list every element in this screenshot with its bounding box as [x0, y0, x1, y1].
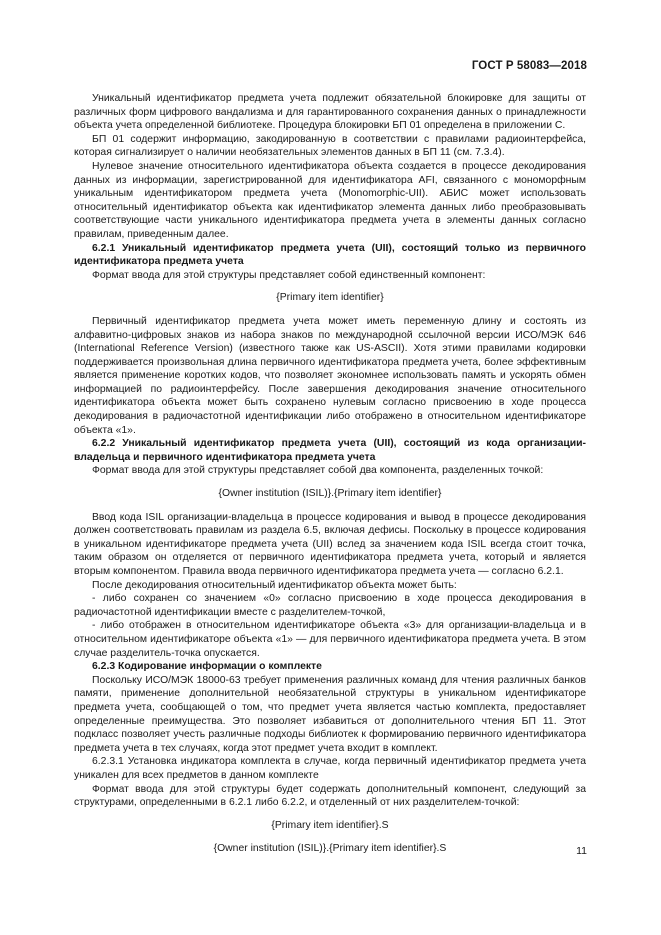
page-number: 11 [576, 845, 587, 857]
paragraph: Формат ввода для этой структуры представляет собой два компонента, разделенных точкой: [92, 465, 544, 477]
list-item: - либо отображен в относительном идентификаторе объекта «3» для организации-владельца и в относительном идентификаторе объекта «1» — для первичного идентификатора предмета учета. В этом случае разделитель-точка опускается. [74, 620, 586, 659]
paragraph: Формат ввода для этой структуры представляет собой единственный компонент: [92, 269, 486, 281]
section-heading-6-2-3: 6.2.3 Кодирование информации о комплекте [92, 661, 322, 673]
paragraph: 6.2.3.1 Установка индикатора комплекта в случае, когда первичный идентификатор предмета учета уникален для всех предметов в данном комплекте [74, 756, 586, 781]
paragraph: После декодирования относительный идентификатор объекта может быть: [92, 579, 457, 591]
paragraph: Нулевое значение относительного идентификатора объекта создается в процессе декодирования данных из информации, зарегистрированной для идентификатора AFI, связанного с мономорфным уникальным идентификатором предмета учета (Monomorphic-UII). АБИС может использовать относительный идентификатор объекта как идентификатор элемента данных либо преобразовывать соответствующие части уникального идентификатора предмета учета в элементы данных согласно правилам, приведенным далее. [74, 160, 586, 240]
format-line: {Primary item identifier} [276, 292, 384, 304]
paragraph: Поскольку ИСО/МЭК 18000-63 требует применения различных команд для чтения различных банков памяти, применение дополнительной необязательной структуры в уникальном идентификаторе предмета учета, сообщающей о том, что предмет учета является частью комплекта, предоставляет определенные преимущества. Это позволяет избавиться от дополнительного чтения БП 11. Этот подкласс позволяет учесть различные подходы библиотек к формированию первичного идентификатора предмета учета в тех случаях, когда этот предмет учета входит в комплект. [74, 674, 586, 754]
format-line: {Owner institution (ISIL)}.{Primary item identifier} [218, 488, 442, 500]
paragraph: Уникальный идентификатор предмета учета подлежит обязательной блокировке для защиты от различных форм цифрового вандализма и для гарантированного сохранения данных о принадлежности объекта учета определенной библиотеке. Процедура блокировки БП 01 определена в приложении С. [74, 93, 586, 132]
format-line: {Owner institution (ISIL)}.{Primary item identifier}.S [213, 843, 447, 855]
page-body [74, 92, 586, 866]
format-line: {Primary item identifier}.S [271, 819, 389, 831]
paragraph: Ввод кода ISIL организации-владельца в процессе кодирования и вывод в процессе декодирования должен соответствовать правилам из раздела 6.5, включая дефисы. Поскольку в процессе кодирования в уникальном идентификаторе предмета учета (UII) вслед за значением кода ISIL всегда стоит точка, таким образом он отделяется от первичного идентификатора предмета учета, который и является вторым компонентом. Правила ввода первичного идентификатора предмета учета — согласно 6.2.1. [74, 511, 586, 577]
section-heading-6-2-1: 6.2.1 Уникальный идентификатор предмета учета (UII), состоящий только из первичного идентификатора предмета учета [74, 242, 586, 268]
standard-header: ГОСТ Р 58083—2018 [471, 60, 587, 72]
list-item: - либо сохранен со значением «0» согласно присвоению в ходе процесса декодирования в радиочастотной идентификации вместе с разделителем-точкой, [74, 593, 586, 618]
paragraph: Первичный идентификатор предмета учета может иметь переменную длину и состоять из алфавитно-цифровых знаков из набора знаков по международной ссылочной версии ИСО/МЭК 646 (International Reference Version) (известного также как US-ASCII). Хотя этими правилами кодировки поддерживается произвольная длина первичного идентификатора предмета учета, более эффективным является применение коротких кодов, что позволяет экономнее использовать память и ускорять обмен информацией по радиоинтерфейсу. После завершения декодирования значение относительного идентификатора объекта может быть сохранено нулевым согласно присвоению в ходе процесса декодирования в радиочастотной идентификации либо отображено в относительном идентификаторе объекта «1». [74, 315, 586, 436]
section-heading-6-2-2: 6.2.2 Уникальный идентификатор предмета учета (UII), состоящий из кода организации-владельца и первичного идентификатора предмета учета [74, 438, 586, 463]
paragraph: БП 01 содержит информацию, закодированную в соответствии с правилами радиоинтерфейса, которая сигнализирует о наличии необязательных элементов данных в БП 11 (см. 7.3.4). [74, 133, 586, 159]
paragraph: Формат ввода для этой структуры будет содержать дополнительный компонент, следующий за структурами, определенными в 6.2.1 либо 6.2.2, и отделенный от них разделителем-точкой: [74, 783, 586, 809]
